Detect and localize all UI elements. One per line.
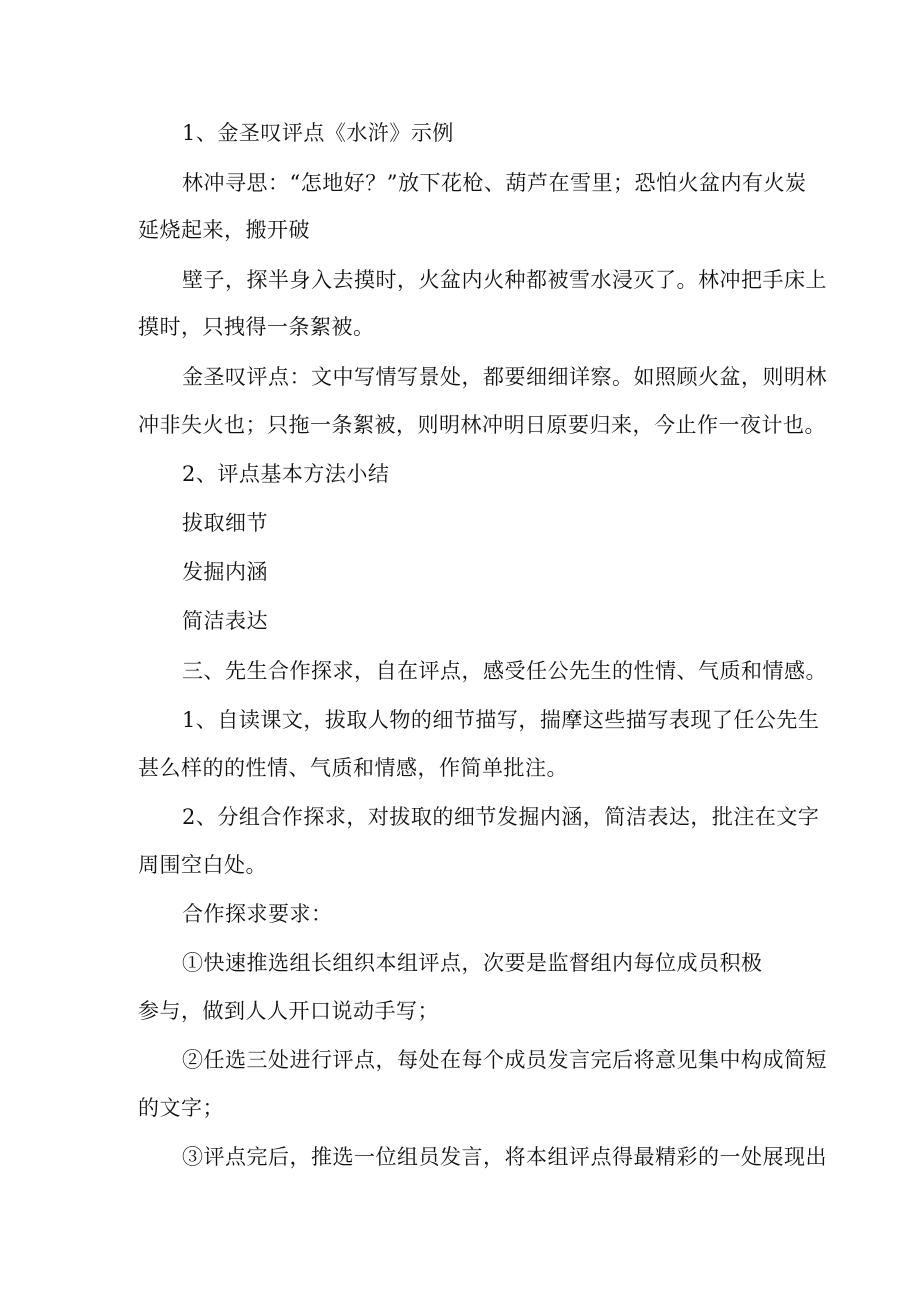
paragraph-line: 壁子，探半身入去摸时，火盆内火种都被雪水浸灭了。林冲把手床上	[182, 268, 827, 292]
paragraph-line: 1、自读课文，拔取人物的细节描写，揣摩这些描写表现了任公先生	[182, 708, 820, 732]
list-item: 拔取细节	[182, 511, 268, 535]
requirements-heading: 合作探求要求：	[182, 902, 333, 926]
section-heading-example: 1、金圣叹评点《水浒》示例	[182, 121, 454, 145]
list-item: ②任选三处进行评点，每处在每个成员发言完后将意见集中构成简短	[182, 1048, 827, 1072]
paragraph-line: 周围空白处。	[138, 853, 267, 877]
paragraph-line: 林冲寻思：“怎地好？”放下花枪、葫芦在雪里；恐怕火盆内有火炭	[182, 171, 807, 195]
paragraph-line: 延烧起来，搬开破	[138, 218, 310, 242]
list-item: 发掘内涵	[182, 560, 268, 584]
list-item-continuation: 参与，做到人人开口说动手写；	[138, 999, 439, 1023]
paragraph-line: 2、分组合作探求，对拔取的细节发掘内涵，简洁表达，批注在文字	[182, 805, 820, 829]
paragraph-line: 金圣叹评点：文中写情写景处，都要细细详察。如照顾火盆，则明林	[182, 365, 827, 389]
paragraph-line: 摸时，只拽得一条絮被。	[138, 315, 375, 339]
paragraph-line: 甚么样的的性情、气质和情感，作简单批注。	[138, 756, 568, 780]
list-item-continuation: 的文字；	[138, 1096, 224, 1120]
list-item: ③评点完后，推选一位组员发言，将本组评点得最精彩的一处展现出	[182, 1145, 827, 1169]
paragraph-line: 冲非失火也；只拖一条絮被，则明林冲明日原要归来，今止作一夜计也。	[138, 413, 826, 437]
section-heading-cooperation: 三、先生合作探求，自在评点，感受任公先生的性情、气质和情感。	[182, 659, 827, 683]
list-item: 简洁表达	[182, 609, 268, 633]
list-item: ①快速推选组长组织本组评点，次要是监督组内每位成员积极	[182, 951, 763, 975]
section-heading-summary: 2、评点基本方法小结	[182, 462, 390, 486]
